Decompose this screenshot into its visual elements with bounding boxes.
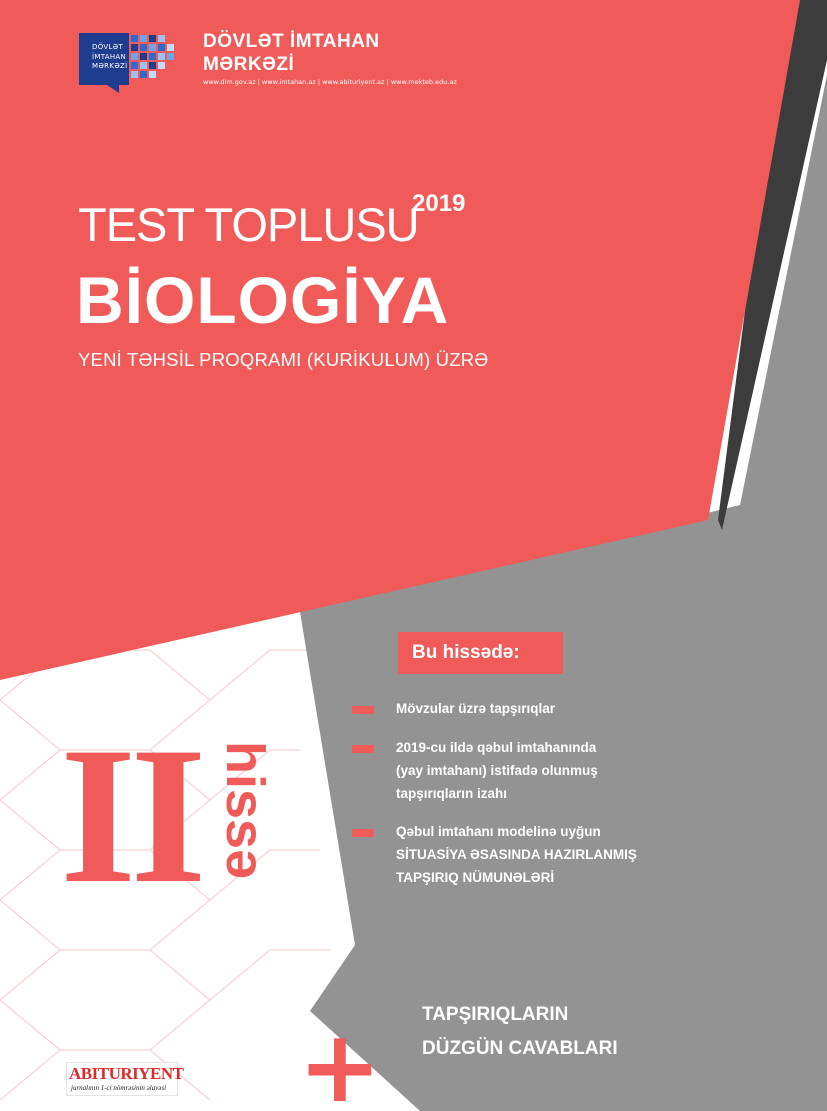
magazine-badge [66, 1062, 184, 1096]
list-item-line: (yay imtahanı) istifadə olunmuş [396, 763, 598, 778]
list-item-line: Qəbul imtahanı modelinə uyğun [396, 824, 601, 839]
organization-urls: www.dim.gov.az | www.imtahan.az | www.abituriyent.az | www.mekteb.edu.az [203, 78, 457, 86]
logo-text-line: DÖVLƏT [92, 43, 124, 51]
logo-text-line: İMTAHAN [92, 52, 127, 61]
organization-name-line: DÖVLƏT İMTAHAN [203, 31, 380, 52]
series-title: TEST TOPLUSU [78, 198, 419, 251]
answers-note-line: DÜZGÜN CAVABLARI [422, 1038, 618, 1059]
list-item-line: SİTUASİYA ƏSASINDA HAZIRLANMIŞ [396, 847, 637, 862]
bullet-marker [352, 829, 374, 837]
part-number: II [60, 707, 201, 924]
subject-title: BİOLOGİYA [76, 263, 450, 337]
logo-text-line: MƏRKƏZİ [92, 62, 128, 70]
answers-note [422, 998, 618, 1066]
list-item-line: 2019-cu ildə qəbul imtahanında [396, 740, 597, 755]
magazine-subtitle: jurnalının 1-ci nömrəsinin əlavəsi [71, 1084, 167, 1092]
bullet-marker [352, 706, 374, 714]
organization-name-line: MƏRKƏZİ [203, 54, 295, 75]
list-item-line: TAPŞIRIQ NÜMUNƏLƏRİ [396, 870, 555, 885]
list-item [396, 697, 555, 720]
program-subtitle: YENİ TƏHSİL PROQRAMI (KURİKULUM) ÜZRƏ [78, 349, 489, 370]
plus-icon: + [298, 1008, 382, 1111]
answers-note-line: TAPŞIRIQLARIN [422, 1004, 569, 1025]
list-item-line: tapşırıqların izahı [396, 786, 508, 801]
edition-year: 2019 [412, 190, 466, 217]
list-item [396, 820, 637, 889]
organization-name [203, 30, 380, 76]
section-heading: Bu hissədə: [398, 632, 563, 674]
part-label: hissə [215, 740, 275, 880]
list-item-line: Mövzular üzrə tapşırıqlar [396, 701, 556, 716]
magazine-title: ABITURIYENT [69, 1064, 184, 1083]
list-item [396, 736, 598, 805]
logo-text [92, 43, 127, 72]
bullet-marker [352, 745, 374, 753]
